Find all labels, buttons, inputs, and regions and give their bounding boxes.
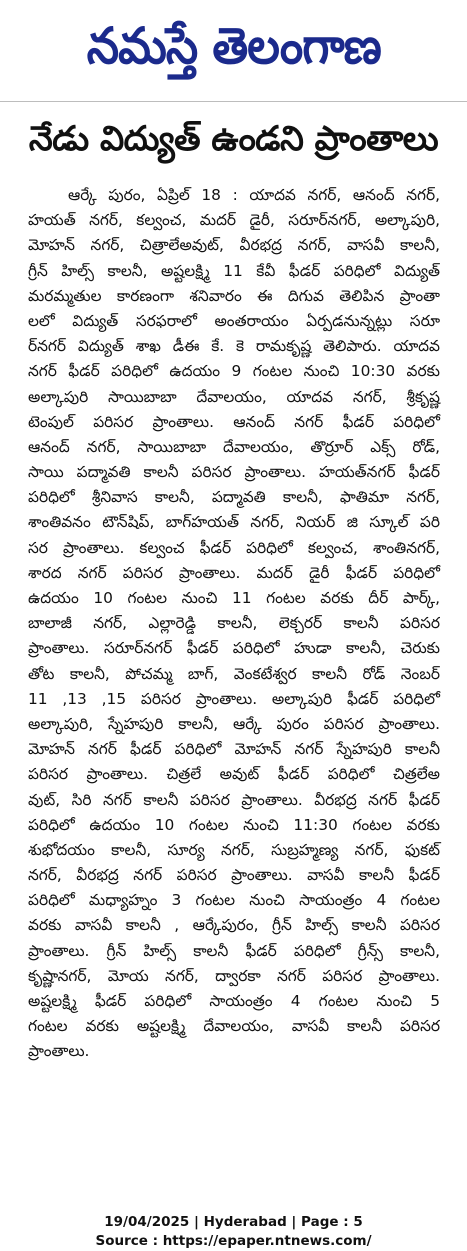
article-line: వుట్, సిరి నగర్ కాలనీ పరిసర ప్రాంతాలు. వీరభద్ర నగర్ ఫీడర్ <box>28 790 440 809</box>
article-line: ఉదయం 10 గంటల నుంచి 11 గంటల వరకు దీర్ పార్క్, <box>28 589 440 607</box>
article-line: సాయి పద్మావతి కాలనీ పరిసర ప్రాంతాలు. హయత్‌నగర్ ఫీడర్ <box>28 463 440 482</box>
article-line: ర్‌నగర్ విద్యుత్ శాఖ డీఈ కే. కె రామకృష్ణ తెలిపారు. యాదవ <box>28 337 440 356</box>
cut-off-next-heading <box>110 1181 350 1196</box>
article-line: లలో విద్యుత్ సరఫరాలో అంతరాయం ఏర్పడనున్నట్లు సరూ <box>28 311 440 330</box>
source-footer <box>0 1213 467 1251</box>
article-line: ప్రాంతాలు. సరూర్‌నగర్ ఫీడర్ పరిధిలో హుడా కాలనీ, చెరుకు <box>28 639 440 658</box>
article-line: పరిధిలో మధ్యాహ్నం 3 గంటల నుంచి సాయంత్రం 4 గంటల <box>28 891 440 910</box>
article-line: బాలాజీ నగర్, ఎల్లారెడ్డి కాలనీ, లెక్చరర్ కాలనీ పరిసర <box>28 614 440 633</box>
article-line: అల్కాపురి సాయిబాబా దేవాలయం, యాదవ నగర్, శ్రీకృష్ణ <box>28 387 440 406</box>
article-body <box>28 183 440 1065</box>
article-line: హయత్ నగర్, కల్వంచ, మదర్ డైరీ, సరూర్‌నగర్, అల్కాపురి, <box>28 211 440 230</box>
article-line: 11 ,13 ,15 పరిసర ప్రాంతాలు. అల్కాపురి ఫీడర్ పరిధిలో <box>28 689 440 708</box>
article-line: కృష్ణానగర్, మోయ నగర్, ద్వారకా నగర్ పరిసర ప్రాంతాలు. <box>28 966 440 985</box>
footer-date-edition: 19/04/2025 | Hyderabad | Page : 5 <box>104 1214 363 1230</box>
article-line: గంటల వరకు అష్టలక్ష్మి దేవాలయం, వాసవీ కాలనీ పరిసర <box>28 1017 440 1036</box>
article-line: పరిధిలో శ్రీనివాస కాలనీ, పద్మావతి కాలనీ, ఫాతిమా నగర్, <box>28 488 440 507</box>
article-line: మరమ్మతుల కారణంగా శనివారం ఈ దిగువ తెలిపిన ప్రాంతా <box>28 286 440 305</box>
article-line: అష్టలక్ష్మి ఫీడర్ పరిధిలో సాయంత్రం 4 గంటల నుంచి 5 <box>28 992 440 1010</box>
article-line: నగర్ ఫీడర్ పరిధిలో ఉదయం 9 గంటల నుంచి 10:30 వరకు <box>28 362 440 381</box>
article-line: శాంతివనం టౌన్‌షిప్, బాగ్‌హయత్ నగర్, నియర్ జి స్కూల్ పరి <box>28 513 440 532</box>
article-line: ప్రాంతాలు. గ్రీన్ హిల్స్ కాలనీ ఫీడర్ పరిధిలో గ్రీన్స్ కాలనీ, <box>28 941 440 960</box>
article-line: ప్రాంతాలు. <box>28 1042 90 1061</box>
footer-source-url[interactable]: Source : https://epaper.ntnews.com/ <box>95 1233 372 1249</box>
article-line: సర ప్రాంతాలు. కల్వంచ ఫీడర్ పరిధిలో కల్వంచ, శాంతినగర్, <box>28 538 440 557</box>
article-line: మోహన్ నగర్ ఫీడర్ పరిధిలో మోహన్ నగర్ స్నేహపురి కాలనీ <box>28 740 440 759</box>
article-line: నగర్, వీరభద్ర నగర్ పరిసర ప్రాంతాలు. వాసవీ కాలనీ ఫీడర్ <box>28 866 440 885</box>
article-headline: నేడు విద్యుత్ ఉండని ప్రాంతాలు <box>28 119 439 159</box>
article-line: శారద నగర్ పరిసర ప్రాంతాలు. మదర్ డైరీ ఫీడర్ పరిధిలో <box>28 563 440 582</box>
article-line: టెంపుల్ పరిసర ప్రాంతాలు. ఆనంద్ నగర్ ఫీడర్ పరిధిలో <box>28 412 440 431</box>
article-line: పరిధిలో ఉదయం 10 గంటల నుంచి 11:30 గంటల వరకు <box>28 815 440 834</box>
masthead-divider <box>0 101 467 102</box>
article-line: తోట కాలనీ, పోచమ్మ బాగ్, వెంకటేశ్వర కాలనీ రోడ్ నెంబర్ <box>28 664 440 683</box>
masthead <box>0 0 467 92</box>
masthead-logo: నమస్తే తెలంగాణ <box>86 17 381 75</box>
article-line: గ్రీన్ హిల్స్ కాలనీ, అష్టలక్ష్మి 11 కేవీ ఫీడర్ పరిధిలో విద్యుత్ <box>28 261 440 280</box>
article-line: ఆర్కే పురం, ఏప్రిల్ 18 : యాదవ నగర్, ఆనంద్ నగర్, <box>68 186 440 204</box>
article-line: ఆనంద్ నగర్, సాయిబాబా దేవాలయం, తొర్రూర్ ఎక్స్ రోడ్, <box>28 437 440 456</box>
article-line: అల్కాపురి, స్నేహపురి కాలనీ, ఆర్కే పురం పరిసర ప్రాంతాలు. <box>28 714 440 733</box>
article-line: మోహన్ నగర్, చిత్రాలేఅవుట్, వీరభద్ర నగర్, వాసవీ కాలనీ, <box>28 236 440 255</box>
article-line: పరిసర ప్రాంతాలు. చిత్రలే అవుట్ ఫీడర్ పరిధిలో చిత్రలేఅ <box>28 765 440 784</box>
article-line: శుభోదయం కాలనీ, సూర్య నగర్, సుబ్రహ్మణ్య నగర్, ఫుకట్ <box>28 840 440 859</box>
article-line: వరకు వాసవీ కాలనీ , ఆర్కేపురం, గ్రీన్ హిల్స్ కాలనీ పరిసర <box>28 916 440 935</box>
